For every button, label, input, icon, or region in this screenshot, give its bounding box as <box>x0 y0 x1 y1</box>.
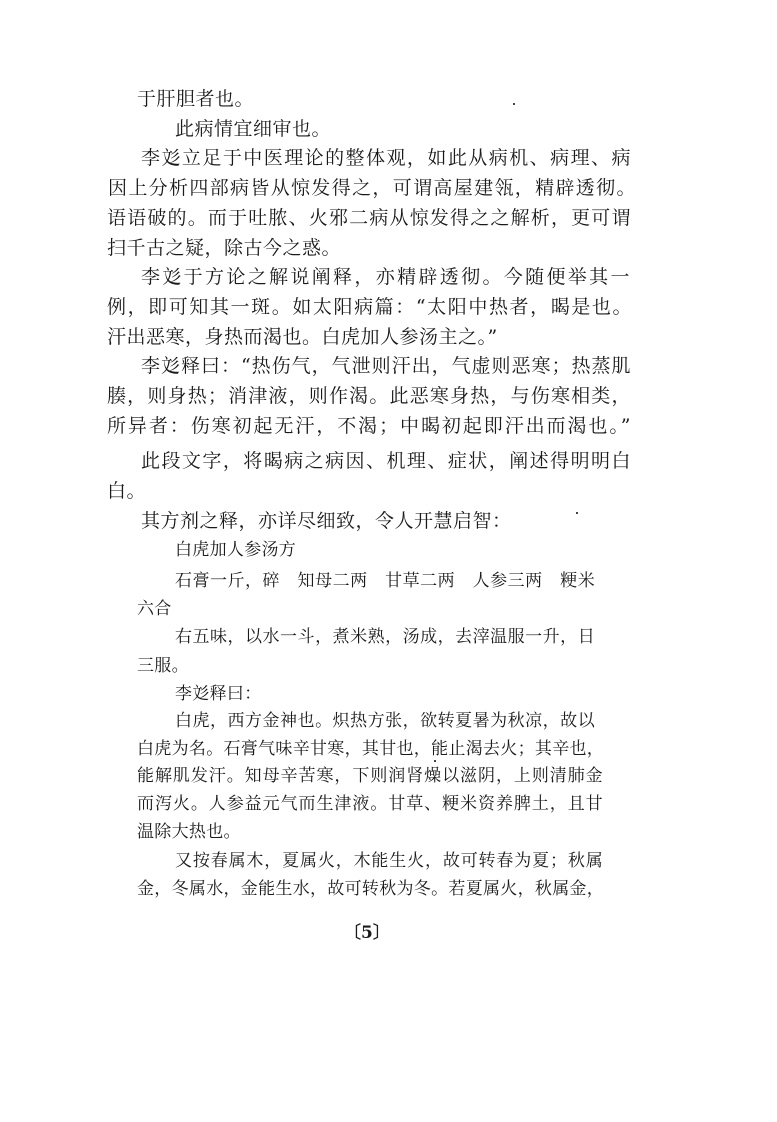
text-line: 李彣释曰：“热伤气，气泄则汗出，气虚则恶寒；热蒸肌 <box>141 355 631 377</box>
text-line: 白虎加人参汤方 <box>175 540 297 560</box>
text-line: 李彣立足于中医理论的整体观，如此从病机、病理、病 <box>141 147 631 169</box>
text-line: 白虎，西方金神也。炽热方张，欲转夏暑为秋凉，故以 <box>175 711 595 731</box>
text-line: 于肝胆者也。 <box>137 88 255 110</box>
scan-speck <box>576 512 578 514</box>
text-line: 语语破的。而于吐脓、火邪二病从惊发得之之解析，更可谓 <box>107 207 631 229</box>
text-line: 石膏一斤，碎 知母二两 甘草二两 人参三两 粳米 <box>175 571 595 591</box>
scan-speck <box>434 760 436 762</box>
scan-speck <box>513 103 515 105</box>
text-line: 此段文字，将暍病之病因、机理、症状，阐述得明明白 <box>141 450 631 472</box>
text-line: 例，即可知其一斑。如太阳病篇：“太阳中热者，暍是也。 <box>107 296 632 318</box>
text-line: 能解肌发汗。知母辛苦寒，下则润肾燥以滋阴，上则清肺金 <box>137 766 603 786</box>
text-line: 温除大热也。 <box>137 822 241 842</box>
text-line: 金，冬属水，金能生水，故可转秋为冬。若夏属火，秋属金， <box>137 879 605 899</box>
text-line: 右五味，以水一斗，煮米熟，汤成，去滓温服一升，日 <box>175 627 595 647</box>
page-number: 〔5〕 <box>344 923 390 943</box>
text-line: 此病情宜细审也。 <box>175 118 332 140</box>
text-line: 所异者：伤寒初起无汗，不渴；中暍初起即汗出而渴也。” <box>107 415 631 437</box>
text-line: 其方剂之释，亦详尽细致，令人开慧启智： <box>141 510 512 532</box>
text-line: 六合 <box>137 599 172 619</box>
text-line: 白虎为名。石膏气味辛甘寒，其甘也，能止渴去火；其辛也， <box>137 739 605 759</box>
text-line: 三服。 <box>137 656 189 676</box>
text-line: 而泻火。人参益元气而生津液。甘草、粳米资养脾土，且甘 <box>137 794 603 814</box>
text-line: 腠，则身热；消津液，则作渴。此恶寒身热，与伤寒相类， <box>107 385 631 407</box>
text-line: 汗出恶寒，身热而渴也。白虎加人参汤主之。” <box>107 326 498 348</box>
text-line: 又按春属木，夏属火，木能生火，故可转春为夏；秋属 <box>175 851 603 871</box>
text-line: 李彣释曰： <box>175 684 262 704</box>
text-line: 白。 <box>107 480 147 502</box>
text-line: 李彣于方论之解说阐释，亦精辟透彻。今随便举其一 <box>141 266 630 288</box>
text-line: 因上分析四部病皆从惊发得之，可谓高屋建瓴，精辟透彻。 <box>108 177 636 199</box>
text-line: 扫千古之疑，除古今之惑。 <box>107 237 342 259</box>
